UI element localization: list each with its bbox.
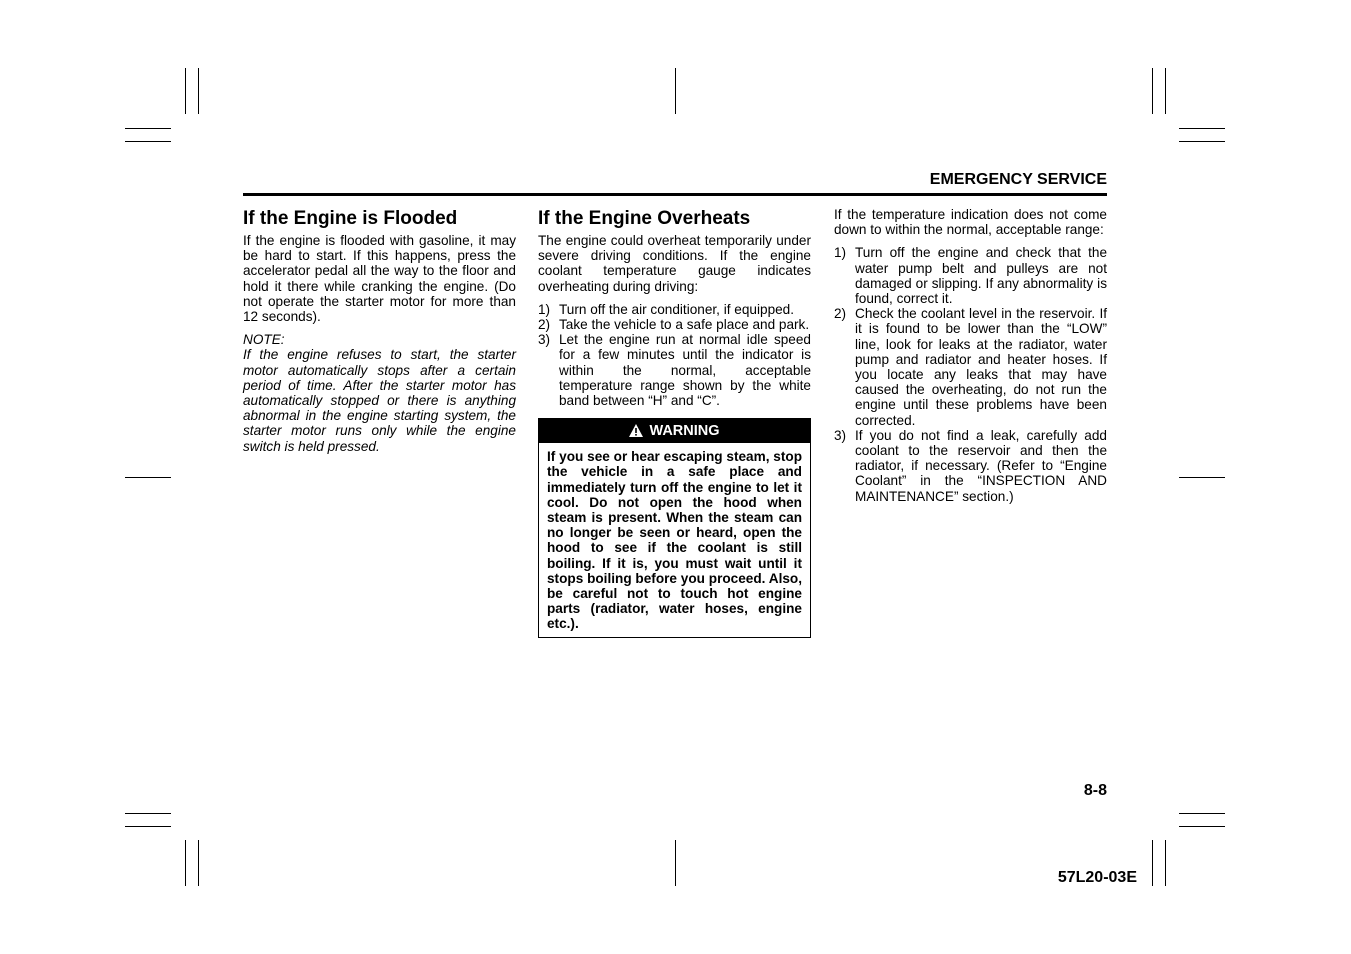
section-title: EMERGENCY SERVICE bbox=[929, 171, 1107, 188]
step-text: Turn off the air conditioner, if equipped. bbox=[559, 301, 795, 317]
step-number: 3) bbox=[538, 332, 551, 348]
document-code: 57L20-03E bbox=[1057, 869, 1137, 886]
heading-flooded: If the Engine is Flooded bbox=[243, 208, 458, 229]
step-text: Check the coolant level in the reservoir. If it is found to be lower than the “LOW” line, look for leaks at the radiator, water pump and radiator and heater hoses. If you locate any leaks that may have caused the overheating, do not run the engine until these problems have been corrected. bbox=[855, 306, 1107, 428]
crop-mark bbox=[1179, 813, 1225, 814]
list-item bbox=[834, 428, 1107, 504]
warning-box bbox=[538, 418, 811, 637]
temperature-steps bbox=[834, 245, 1107, 503]
crop-mark bbox=[125, 826, 171, 827]
crop-mark bbox=[1179, 826, 1225, 827]
crop-mark bbox=[125, 813, 171, 814]
crop-mark bbox=[198, 840, 199, 886]
temperature-intro: If the temperature indication does not come down to within the normal, acceptable range: bbox=[834, 207, 1107, 238]
step-number: 1) bbox=[538, 301, 551, 317]
note-text: If the engine refuses to start, the starter motor automatically stops after a certain period of time. After the starter motor has automatically stopped or there is anything abnormal in the engine starting system, the starter motor runs only while the engine switch is held pressed. bbox=[243, 347, 516, 454]
crop-mark bbox=[675, 68, 676, 114]
column-flooded bbox=[243, 207, 516, 454]
page-number: 8-8 bbox=[1083, 782, 1107, 799]
warning-label: WARNING bbox=[649, 423, 720, 440]
step-text: Let the engine run at normal idle speed for a few minutes until the indicator is within the normal, acceptable temperature range shown by the white band between “H” and “C”. bbox=[559, 332, 811, 409]
warning-header bbox=[539, 419, 810, 443]
warning-triangle-icon bbox=[629, 421, 643, 445]
column-temperature bbox=[834, 207, 1107, 504]
crop-mark bbox=[675, 840, 676, 886]
crop-mark bbox=[185, 68, 186, 114]
crop-mark bbox=[1165, 840, 1166, 886]
list-item bbox=[538, 332, 811, 408]
overheats-intro: The engine could overheat temporarily under severe driving conditions. If the engine coolant temperature gauge indicates overheating during driving: bbox=[538, 233, 811, 294]
step-number: 2) bbox=[538, 317, 551, 333]
warning-text: If you see or hear escaping steam, stop the vehicle in a safe place and immediately turn off the engine to let it cool. Do not open the hood when steam is present. When the steam can no longer be seen or heard, open the hood to see if the coolant is still boiling. If it is, you must wait until it stops boiling before you proceed. Also, be careful not to touch hot engine parts (radiator, water hoses, engine etc.). bbox=[547, 449, 802, 632]
overheats-steps bbox=[538, 302, 811, 408]
crop-mark bbox=[185, 840, 186, 886]
list-item bbox=[834, 306, 1107, 428]
column-overheats bbox=[538, 207, 811, 638]
crop-mark bbox=[1165, 68, 1166, 114]
crop-mark bbox=[1179, 477, 1225, 478]
crop-mark bbox=[125, 477, 171, 478]
crop-mark bbox=[1179, 141, 1225, 142]
list-item bbox=[538, 302, 811, 317]
list-item bbox=[538, 317, 811, 332]
step-number: 1) bbox=[834, 245, 847, 261]
heading-overheats: If the Engine Overheats bbox=[538, 208, 751, 229]
crop-mark bbox=[198, 68, 199, 114]
step-number: 3) bbox=[834, 427, 847, 443]
crop-mark bbox=[125, 141, 171, 142]
crop-mark bbox=[1152, 68, 1153, 114]
step-number: 2) bbox=[834, 306, 847, 322]
header-rule bbox=[243, 193, 1107, 196]
step-text: If you do not find a leak, carefully add coolant to the reservoir and then the radiator, if necessary. (Refer to “Engine Coolant” in the “INSPECTION AND MAINTENANCE” section.) bbox=[855, 427, 1107, 504]
step-text: Take the vehicle to a safe place and park. bbox=[559, 317, 810, 333]
crop-mark bbox=[125, 128, 171, 129]
flooded-body: If the engine is flooded with gasoline, it may be hard to start. If this happens, press the accelerator pedal all the way to the floor and hold it there while cranking the engine. (Do not operate the starter motor for more than 12 seconds). bbox=[243, 233, 516, 325]
crop-mark bbox=[1179, 128, 1225, 129]
crop-mark bbox=[1152, 840, 1153, 886]
list-item bbox=[834, 245, 1107, 306]
step-text: Turn off the engine and check that the water pump belt and pulleys are not damaged or slipping. If any abnormality is found, correct it. bbox=[855, 245, 1107, 307]
note-label: NOTE: bbox=[243, 332, 285, 348]
